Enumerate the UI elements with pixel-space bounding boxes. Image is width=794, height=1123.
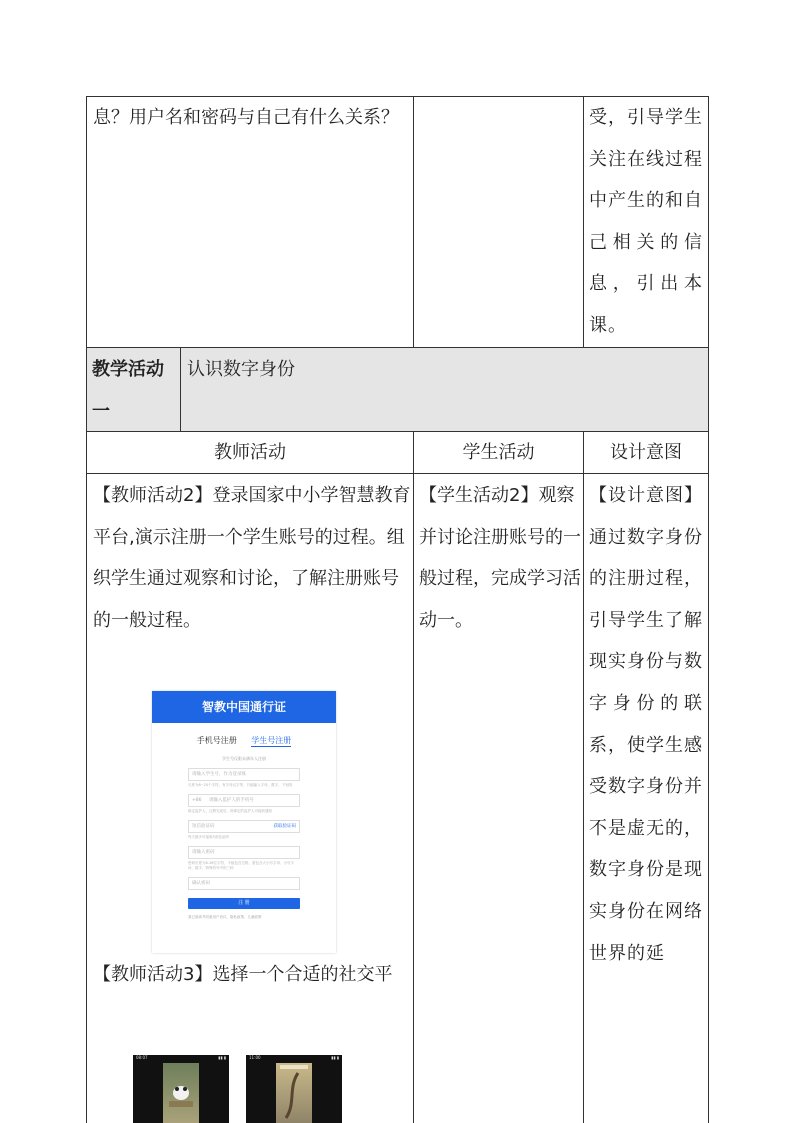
form-banner: 智教中国通行证 <box>152 691 336 723</box>
agreement-checkbox[interactable]: 我已阅读并同意用户协议、隐私政策、儿童政策 <box>188 915 262 919</box>
sms-code-field[interactable] <box>188 820 300 833</box>
phone-time: 11:00 <box>249 1055 261 1060</box>
field-note: 每天最多可接收5条验证码 <box>188 835 229 839</box>
top-teacher-text: 息？用户名和密码与自己有什么关系？ <box>93 107 399 128</box>
get-code-link[interactable]: 获取验证码 <box>273 824 296 829</box>
table-border <box>413 96 414 347</box>
teacher-activity-3: 【教师活动3】选择一个合适的社交平 <box>93 964 393 985</box>
field-note: 绑定监护人，注册完成后，所绑定的监护人可接收通知 <box>188 809 272 813</box>
student-activity-2: 【学生活动2】观察并讨论注册账号的一般过程，完成学习活动一。 <box>419 485 581 631</box>
phone-screenshot <box>246 1055 342 1123</box>
phone-status-icons: ▮▮ ▮ <box>218 1055 226 1060</box>
table-border <box>413 431 414 1123</box>
form-tabs <box>152 735 336 755</box>
column-header-teacher: 教师活动 <box>214 442 286 463</box>
tab-phone-register[interactable]: 手机号注册 <box>196 736 237 745</box>
path-image <box>276 1063 312 1123</box>
phone-placeholder: 请输入监护人的手机号 <box>208 798 254 803</box>
guardian-phone-field[interactable] <box>188 794 300 807</box>
phone-status-bar <box>133 1055 229 1061</box>
field-note: 长度为6~20个字符，有字母汉字等，只能输入字母、数字、下划线 <box>188 783 293 787</box>
confirm-password-field[interactable]: 确认密码 <box>188 877 300 890</box>
table-border <box>86 96 87 1123</box>
register-button[interactable]: 注 册 <box>188 898 300 909</box>
top-intent-text: 受，引导学生关注在线过程中产生的和自己相关的信息，引出本课。 <box>589 107 703 336</box>
design-intent: 【设计意图】通过数字身份的注册过程，引导学生了解现实身份与数字身份的联系，使学生感受数字身份并不是虚无的，数字身份是现实身份在网络世界的延 <box>589 485 703 964</box>
phone-status-bar <box>246 1055 342 1061</box>
form-hint: 学生号仅限未满年人注册 <box>222 756 266 761</box>
panda-image <box>163 1063 199 1123</box>
activity-title: 认识数字身份 <box>187 359 295 380</box>
code-placeholder: 短信验证码 <box>192 824 215 829</box>
video-thumbnail <box>276 1063 312 1123</box>
video-thumbnail <box>163 1063 199 1123</box>
table-border <box>583 96 584 347</box>
table-border <box>583 431 584 1123</box>
column-header-intent: 设计意图 <box>610 442 682 463</box>
password-field[interactable]: 请输入密码 <box>188 846 300 859</box>
phone-prefix: +86 <box>192 798 202 803</box>
tab-student-register[interactable]: 学生号注册 <box>251 736 292 745</box>
table-border <box>180 347 181 431</box>
phone-status-icons: ▮▮ ▮ <box>331 1055 339 1060</box>
phone-screenshot <box>133 1055 229 1123</box>
table-border <box>708 96 709 1123</box>
field-note: 密码长度为8-16位字符，不能包含空格，需包含大小写字母、小写字母、数字、特殊符号中的三种 <box>188 861 294 870</box>
column-header-student: 学生活动 <box>462 442 535 463</box>
student-number-field[interactable]: 请输入学生号，作为登录账 <box>188 768 300 781</box>
teacher-activity-2: 【教师活动2】登录国家中小学智慧教育平台,演示注册一个学生账号的过程。组织学生通过观察和讨论，了解注册账号的一般过程。 <box>93 485 411 631</box>
registration-form-screenshot <box>152 691 336 953</box>
phone-time: 08:07 <box>136 1055 148 1060</box>
activity-label: 教学活动一 <box>92 359 164 422</box>
